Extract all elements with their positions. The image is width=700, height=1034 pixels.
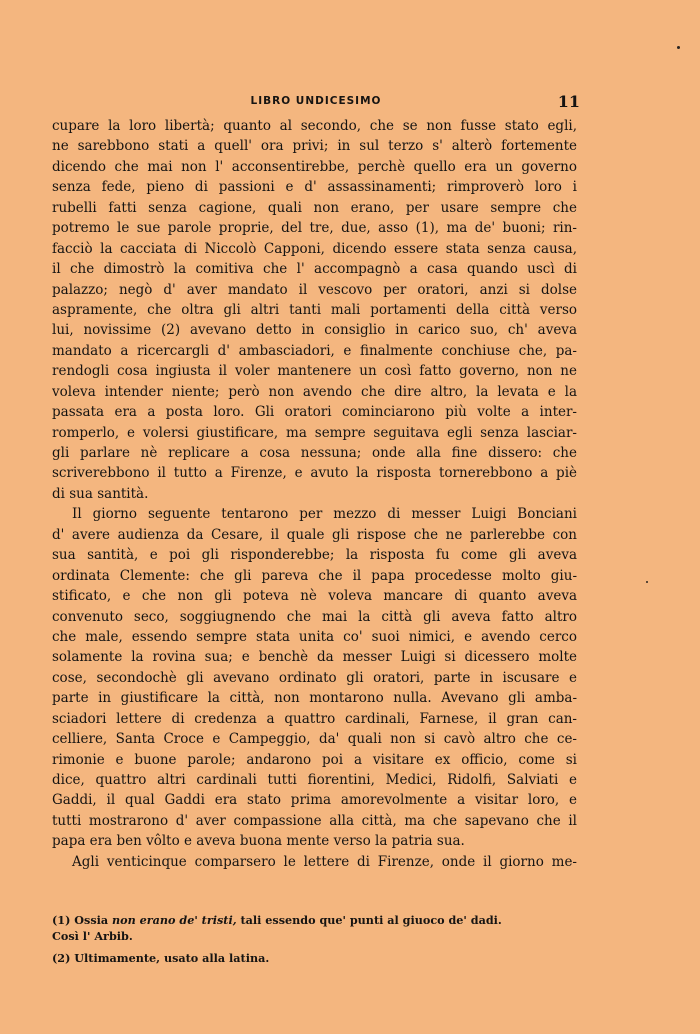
footnote-marker: (1) <box>52 913 71 927</box>
paper-speck <box>677 46 680 49</box>
text-line: senza fede, pieno di passioni e d' assassinamenti; rimproverò loro i <box>52 179 577 196</box>
text-line: facciò la cacciata di Niccolò Capponi, dicendo essere stata senza causa, <box>52 240 577 257</box>
text-line: che male, essendo sempre stata unita co' suoi nimici, e avendo cerco <box>52 628 577 645</box>
text-line: scriverebbono il tutto a Firenze, e avuto la risposta tornerebbono a piè <box>52 465 577 482</box>
text-line: d' avere audienza da Cesare, il quale gli rispose che ne parlerebbe con <box>52 526 577 543</box>
text-line: ne sarebbono stati a quell' ora privi; in sul terzo s' alterò fortemente <box>52 138 577 155</box>
footnote-marker: (2) <box>52 951 71 965</box>
text-line: papa era ben vôlto e aveva buona mente verso la patria sua. <box>52 833 465 850</box>
text-line: gli parlare nè replicare a cosa nessuna; onde alla fine dissero: che <box>52 445 577 461</box>
text-line: ordinata Clemente: che gli pareva che il papa procedesse molto giu- <box>52 567 577 584</box>
text-line: dicendo che mai non l' acconsentirebbe, perchè quello era un governo <box>52 158 577 175</box>
text-line: mandato a ricercargli d' ambasciadori, e finalmente conchiuse che, pa- <box>52 342 577 359</box>
text-line: stificato, e che non gli poteva nè voleva mancare di quanto aveva <box>52 588 577 605</box>
footnote-text: Ultimamente, usato alla latina. <box>74 951 270 965</box>
text-line: solamente la rovina sua; e benchè da messer Luigi si dicessero molte <box>52 649 577 666</box>
footnote-1 <box>52 912 592 928</box>
text-line: Gaddi, il qual Gaddi era stato prima amorevolmente a visitar loro, e <box>52 792 577 809</box>
text-line: convenuto seco, soggiugnendo che mai la città gli aveva fatto altro <box>52 608 577 625</box>
text-line: Agli venticinque comparsero le lettere di Firenze, onde il giorno me- <box>72 853 577 870</box>
text-line: voleva intender niente; però non avendo che dire altro, la levata e la <box>52 383 577 400</box>
text-line: dice, quattro altri cardinali tutti fiorentini, Medici, Ridolfi, Salviati e <box>52 772 577 788</box>
page-number: 11 <box>557 92 580 111</box>
text-line: romperlo, e volersi giustificare, ma sempre seguitava egli senza lasciar- <box>52 424 577 441</box>
text-line: di sua santità. <box>52 485 149 502</box>
text-line: tutti mostrarono d' aver compassione alla città, ma che sapevano che il <box>52 812 577 829</box>
text-line: aspramente, che oltra gli altri tanti mali portamenti della città verso <box>52 301 577 318</box>
footnote-1-continuation: Così l' Arbib. <box>52 929 133 943</box>
footnote-italic-text: non erano de' tristi, <box>112 913 237 927</box>
paper-speck <box>646 581 648 583</box>
footnote-text: tali essendo que' punti al giuoco de' dadi. <box>240 913 502 927</box>
page-header <box>52 92 580 113</box>
text-line: palazzo; negò d' aver mandato il vescovo per oratori, anzi si dolse <box>52 281 577 298</box>
text-line: rimonie e buone parole; andarono poi a visitare ex officio, come si <box>52 751 577 768</box>
text-line: lui, novissime (2) avevano detto in consiglio in carico suo, ch' aveva <box>52 322 577 339</box>
text-line: sua santità, e poi gli risponderebbe; la risposta fu come gli aveva <box>52 547 577 564</box>
text-line: potremo le sue parole proprie, del tre, due, asso (1), ma de' buoni; rin- <box>52 220 577 237</box>
text-line: cupare la loro libertà; quanto al secondo, che se non fusse stato egli, <box>52 118 577 134</box>
footnotes <box>52 912 592 966</box>
body-text <box>52 116 577 872</box>
text-line: parte in giustificare la città, non montarono nulla. Avevano gli amba- <box>52 690 577 707</box>
text-line: il che dimostrò la comitiva che l' accompagnò a casa quando uscì di <box>52 261 577 278</box>
text-line: rubelli fatti senza cagione, quali non erano, per usare sempre che <box>52 199 577 216</box>
footnote-text: Ossia <box>74 913 109 927</box>
footnote-2 <box>52 950 592 966</box>
text-line: cose, secondochè gli avevano ordinato gli oratori, parte in iscusare e <box>52 669 577 686</box>
text-line: rendogli cosa ingiusta il voler mantenere un così fatto governo, non ne <box>52 363 577 380</box>
running-head: LIBRO UNDICESIMO <box>250 95 382 107</box>
text-line: celliere, Santa Croce e Campeggio, da' quali non si cavò altro che ce- <box>52 731 577 748</box>
text-line: passata era a posta loro. Gli oratori cominciarono più volte a inter- <box>52 404 577 421</box>
text-line: sciadori lettere di credenza a quattro cardinali, Farnese, il gran can- <box>52 710 577 727</box>
text-line: Il giorno seguente tentarono per mezzo di messer Luigi Bonciani <box>72 506 577 523</box>
